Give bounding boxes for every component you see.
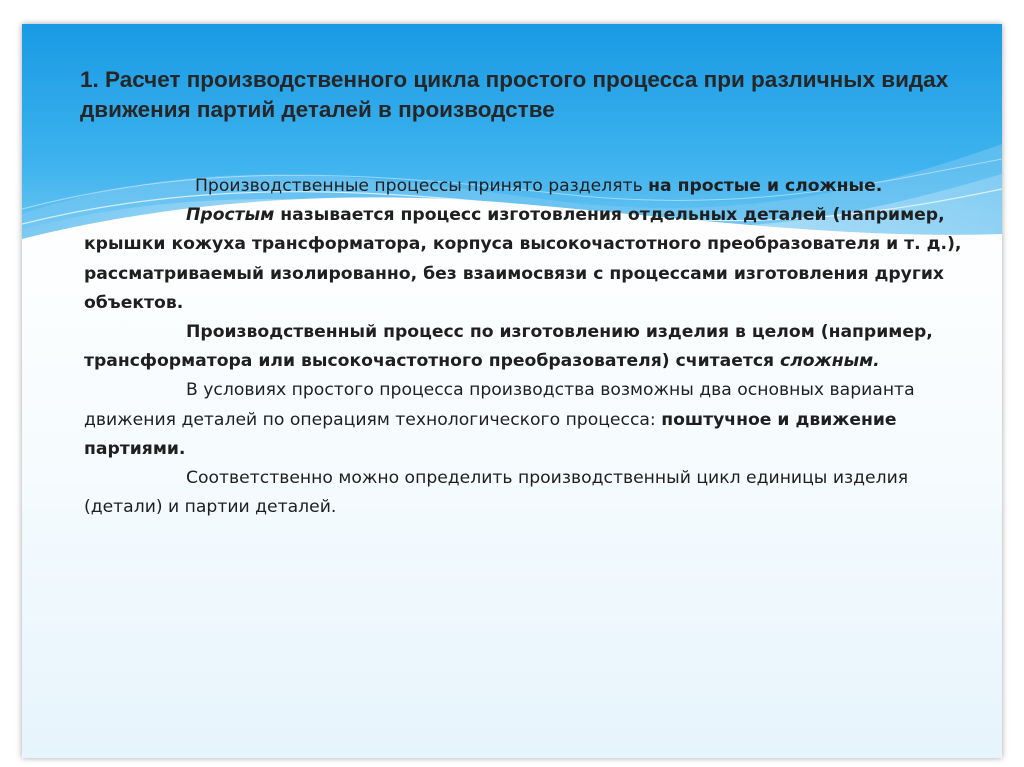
- paragraph-3-term: сложным.: [780, 351, 880, 372]
- paragraph-1: [84, 172, 964, 201]
- paragraph-1-emphasis: на простые и сложные.: [648, 176, 883, 196]
- slide: [22, 24, 1002, 758]
- paragraph-4-text: В условиях простого процесса производства возможны два основных варианта движения деталей по операциям технологического процесса:: [84, 380, 915, 430]
- paragraph-1-text: Производственные процессы принято разделять: [195, 176, 649, 196]
- paragraph-4-emphasis: поштучное и движение партиями.: [84, 409, 897, 459]
- slide-body: [84, 172, 964, 522]
- paragraph-4: [84, 376, 964, 464]
- paragraph-2-text: называется процесс изготовления отдельных деталей (например, крышки кожуха трансформатора, корпуса высокочастотного преобразователя и т. д.), рассматриваемый изолированно, без взаимосвязи с процессами изготовления других объектов.: [84, 205, 962, 313]
- paragraph-5: [84, 464, 964, 522]
- paragraph-2: [84, 201, 964, 318]
- paragraph-3: [84, 318, 964, 376]
- paragraph-2-term: Простым: [186, 205, 275, 226]
- paragraph-3-text: Производственный процесс по изготовлению изделия в целом (например, трансформатора или высокочастотного преобразователя) считается: [84, 322, 933, 372]
- slide-title: 1. Расчет производственного цикла простого процесса при различных видах движения партий деталей в производстве: [80, 67, 949, 122]
- paragraph-5-text: Соответственно можно определить производственный цикл единицы изделия (детали) и партии деталей.: [84, 468, 909, 518]
